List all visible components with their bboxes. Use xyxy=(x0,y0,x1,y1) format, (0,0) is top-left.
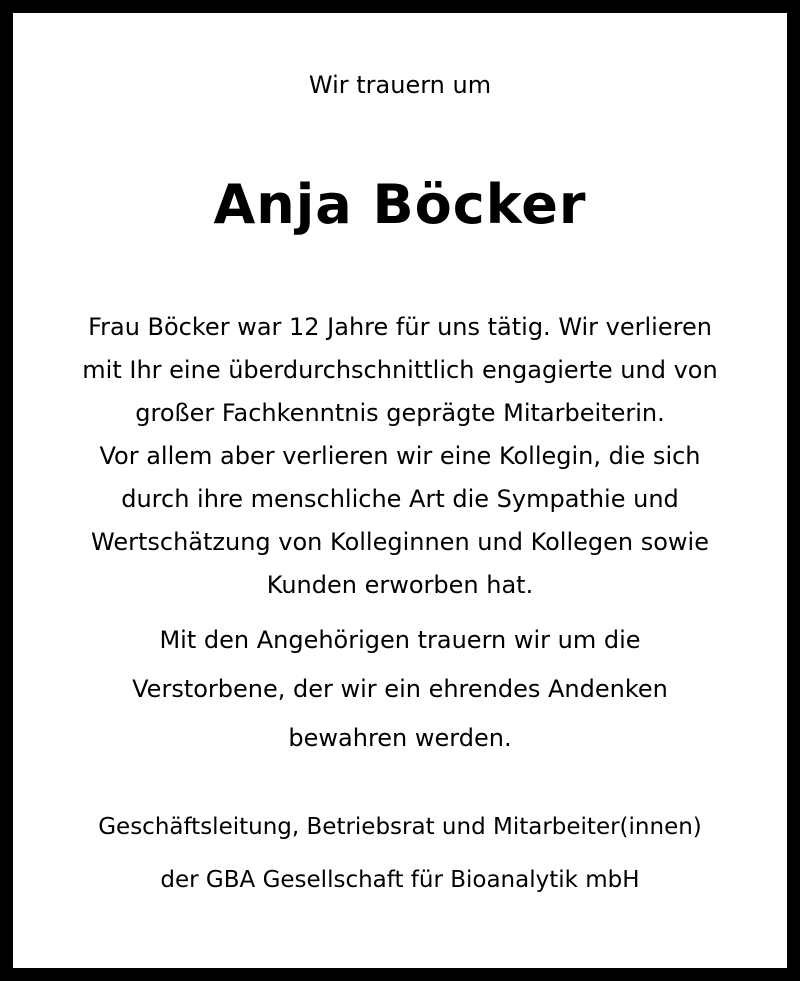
paragraph1-line: Kunden erworben hat. xyxy=(266,571,534,599)
paragraph2-line: bewahren werden. xyxy=(288,724,512,752)
paragraph1-line: Vor allem aber verlieren wir eine Kollegin, die sich xyxy=(99,442,701,470)
paragraph1-line: Wertschätzung von Kolleginnen und Kollegen sowie xyxy=(91,528,709,556)
intro-text: Wir trauern um xyxy=(308,71,492,99)
paragraph1-line: Frau Böcker war 12 Jahre für uns tätig. Wir verlieren xyxy=(88,313,712,341)
paragraph2-line: Mit den Angehörigen trauern wir um die xyxy=(159,626,641,654)
signature-line: Geschäftsleitung, Betriebsrat und Mitarbeiter(innen) xyxy=(98,814,702,840)
paragraph2-line: Verstorbene, der wir ein ehrendes Andenken xyxy=(132,675,668,703)
paragraph1-line: durch ihre menschliche Art die Sympathie und xyxy=(121,485,679,513)
signature-line: der GBA Gesellschaft für Bioanalytik mbH xyxy=(160,867,640,893)
deceased-name: Anja Böcker xyxy=(213,173,587,236)
paragraph1-line: mit Ihr eine überdurchschnittlich engagierte und von xyxy=(82,356,718,384)
paragraph1-line: großer Fachkenntnis geprägte Mitarbeiterin. xyxy=(135,399,665,427)
